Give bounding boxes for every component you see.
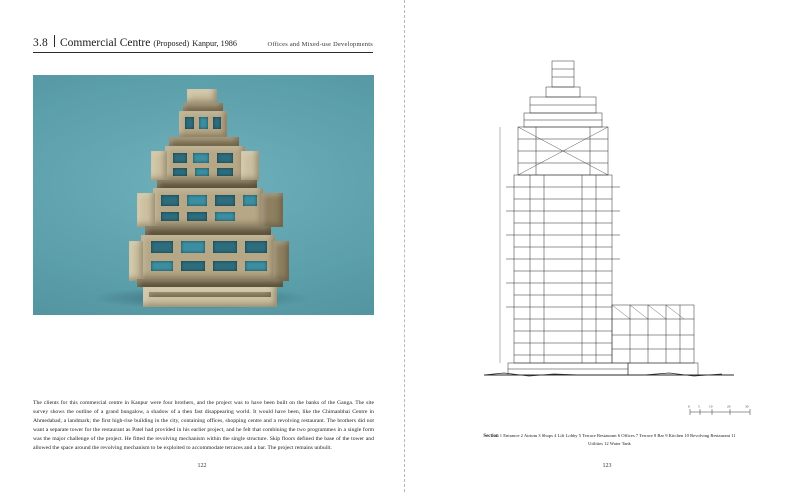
caption-label: Section <box>483 434 499 439</box>
running-head: Offices and Mixed-use Developments <box>267 41 373 48</box>
model-tower <box>129 89 289 307</box>
scale-bar <box>688 403 752 415</box>
left-page <box>0 0 404 492</box>
page-title: Commercial Centre <box>59 37 151 49</box>
right-page <box>404 0 810 492</box>
project-status: (Proposed) <box>153 39 190 48</box>
building-section-drawing <box>484 55 734 395</box>
page-number-left: 122 <box>197 463 207 469</box>
svg-text:10: 10 <box>709 404 713 409</box>
svg-text:5: 5 <box>698 404 700 409</box>
project-location: Kanpur, 1986 <box>192 39 237 48</box>
svg-text:30: 30 <box>745 404 749 409</box>
figure-caption <box>482 432 737 447</box>
page-number-right: 123 <box>602 463 612 469</box>
header-divider <box>54 35 55 47</box>
section-number: 3.8 <box>33 37 48 49</box>
architectural-model-photograph <box>33 75 374 315</box>
section-svg <box>484 55 734 395</box>
svg-text:20: 20 <box>727 404 731 409</box>
svg-text:0: 0 <box>688 404 690 409</box>
page-header <box>33 34 373 53</box>
body-paragraph: The clients for this commercial centre in Kanpur were four brothers, and the project was to have been built on the banks of the Ganga. The site survey shows the outline of a grand bungalow, a shadow of a then fast disappearing world. It would have been, like the Chimanbhai Centre in Ahmedabad, a landmark; the first high-rise building in the city, containing offices, shopping centre and a revolving restaurant. The brothers did not want a separate tower for the restaurant as Patel had provided in his earlier project, and he felt that combining the two programmes in a single form was the major challenge of the project. He fitted the revolving mechanism within the single structure. Skip floors defined the base of the tower and allowed the space around the revolving mechanism to be exploited to accommodate terraces and a bar. The project remains unbuilt. <box>33 400 374 452</box>
caption-key: 1 Entrance 2 Atrium 3 Shops 4 Lift Lobby 5 Terrace Restaurant 6 Offices 7 Terrace 8 Bar 9 Kitchen 10 Revolving Restaurant 11 Utilities 12 Water Tank <box>499 433 736 446</box>
